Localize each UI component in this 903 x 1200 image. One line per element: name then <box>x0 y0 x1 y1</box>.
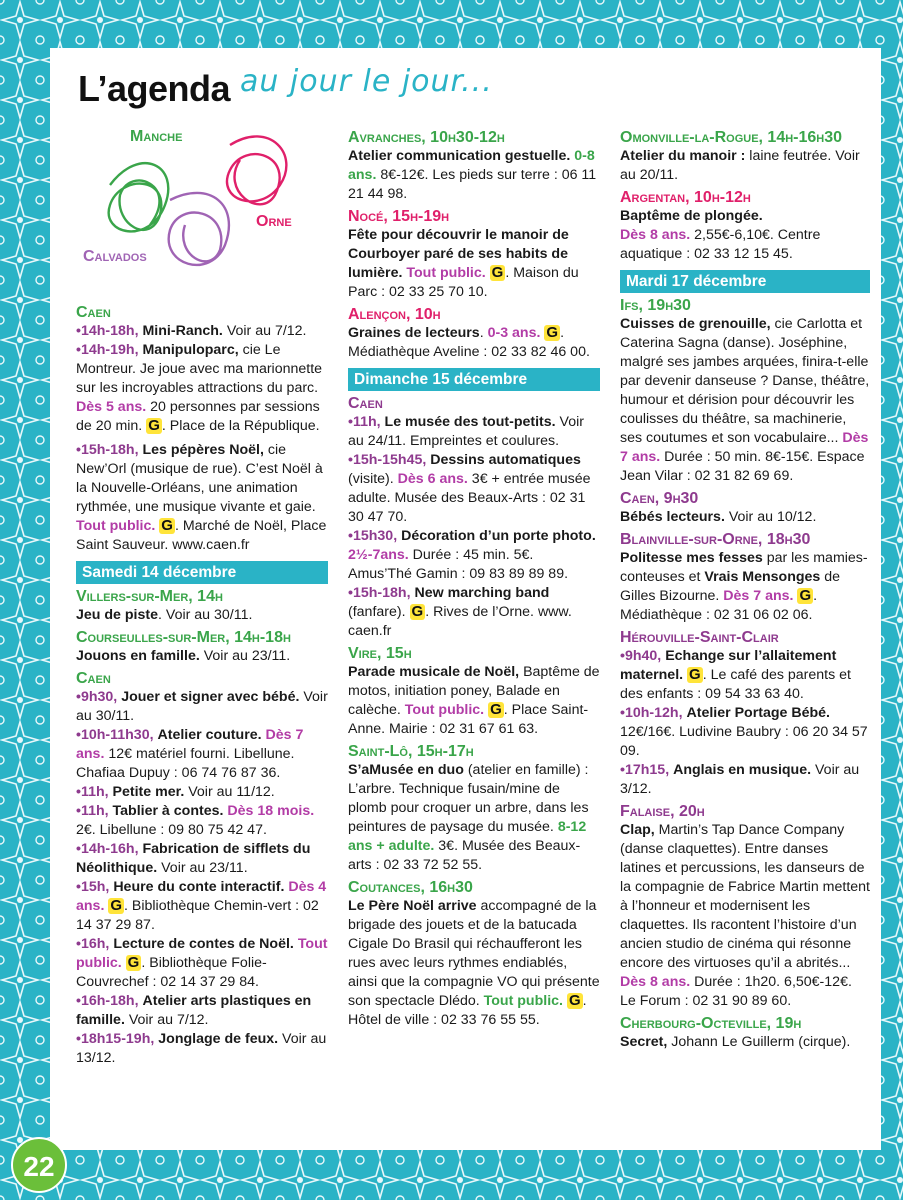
city-heading: Blainville-sur-Orne, 18h30 <box>620 531 811 548</box>
event-entry: •17h15, Anglais en musique. Voir au 3/12. <box>620 762 860 797</box>
event-entry: •16h, Lecture de contes de Noël. Tout public. G . Bibliothèque Folie-Couvrechef : 02 14 37 29 84. <box>76 936 328 990</box>
agenda-column-1 <box>76 300 328 1068</box>
event-entry: •16h-18h, Atelier arts plastiques en famille. Voir au 7/12. <box>76 993 312 1028</box>
city-heading: Alençon, 10h <box>348 306 441 323</box>
event-entry: Atelier communication gestuelle. 0-8 ans. 8€-12€. Les pieds sur terre : 06 11 21 44 98. <box>348 148 597 202</box>
city-heading: Omonville-la-Rogue, 14h-16h30 <box>620 129 843 146</box>
event-entry: •11h, Le musée des tout-petits. Voir au 24/11. Empreintes et coulures. <box>348 414 584 449</box>
free-badge: G <box>110 897 123 914</box>
event-entry: •14h-16h, Fabrication de sifflets du Néolithique. Voir au 23/11. <box>76 841 311 876</box>
free-badge: G <box>491 264 504 281</box>
city-heading: Vire, 15h <box>348 645 412 662</box>
page-number: 22 <box>11 1137 67 1193</box>
city-heading: Nocé, 15h-19h <box>348 208 450 225</box>
event-entry: •18h15-19h, Jonglage de feux. Voir au 13/12. <box>76 1031 327 1066</box>
event-entry: •10h-11h30, Atelier couture. Dès 7 ans. 12€ matériel fourni. Libellune. Chafiaa Dupuy : 06 74 76 87 36. <box>76 727 304 781</box>
event-entry: •15h-15h45, Dessins automatiques (visite). Dès 6 ans. 3€ + entrée musée adulte. Musée des Beaux-Arts : 02 31 30 47 70. <box>348 452 591 525</box>
day-header: Mardi 17 décembre <box>620 270 870 293</box>
city-heading: Caen, 9h30 <box>620 490 699 507</box>
city-heading: Cherbourg-Octeville, 19h <box>620 1015 802 1032</box>
region-label-manche: Manche <box>130 128 183 145</box>
city-heading: Avranches, 10h30-12h <box>348 129 505 146</box>
event-entry: Cuisses de grenouille, cie Carlotta et Caterina Sagna (danse). Joséphine, malgré ses jambes arquées, finira-t-elle par devenir danseuse ? Danse, théâtre, humour et dérision pour découvrir les coulisses du théâtre, sa machinerie, ses coutumes et son vocabulaire... Dès 7 ans. Durée : 50 min. 8€-15€. Espace Jean Vilar : 02 31 82 69 69. <box>620 316 870 484</box>
free-badge: G <box>148 417 160 434</box>
page-title: L’agenda <box>78 68 231 109</box>
city-heading: Saint-Lô, 15h-17h <box>348 743 474 760</box>
event-entry: •14h-19h, Manipuloparc, cie Le Montreur. Je joue avec ma marionnette sur les incroyables attractions du parc. Dès 5 ans. 20 personnes par sessions de 20 min. G . Place de la République. <box>76 342 323 434</box>
event-entry: Fête pour découvrir le manoir de Courboyer paré de ses habits de lumière. Tout public. G . Maison du Parc : 02 33 25 70 10. <box>348 227 579 300</box>
event-entry: Le Père Noël arrive accompagné de la brigade des jouets et de la batucada Cigale Do Brasil qui réchaufferont les rues avec leurs rythmes endiablés, ainsi que la compagnie VO qui présente son spectacle Dlédo. Tout public. G . Hôtel de ville : 02 33 76 55 55. <box>348 898 600 1028</box>
event-entry: Jouons en famille. Voir au 23/11. <box>76 648 291 664</box>
event-entry: •15h, Heure du conte interactif. Dès 4 ans. G . Bibliothèque Chemin-vert : 02 14 37 29 87. <box>76 879 327 933</box>
region-label-calvados: Calvados <box>83 248 147 265</box>
free-badge: G <box>127 954 140 971</box>
event-entry: Graines de lecteurs. 0-3 ans. G . Médiathèque Aveline : 02 33 82 46 00. <box>348 324 590 360</box>
agenda-column-3 <box>620 125 870 1052</box>
city-heading: Villers-sur-Mer, 14h <box>76 588 223 605</box>
city-heading: Argentan, 10h-12h <box>620 189 751 206</box>
event-entry: Secret, Johann Le Guillerm (cirque). <box>620 1034 851 1050</box>
event-entry: Jeu de piste. Voir au 30/11. <box>76 607 253 623</box>
city-heading: Coutances, 16h30 <box>348 879 473 896</box>
free-badge: G <box>546 324 559 341</box>
event-entry: Clap, Martin’s Tap Dance Company (danse claquettes). Entre danses latines et percussions, les danseurs de la compagnie de Fabrice Martin mettent à l’honneur et modernisent les claquettes. Ils racontent l’histoire d’un ancien studio de cinéma qui résonne encore des virtuoses qu’il a abrités... Dès 8 ans. Durée : 1h20. 6,50€-12€. Le Forum : 02 31 90 89 60. <box>620 822 870 1009</box>
region-label-orne: Orne <box>256 213 292 230</box>
city-heading: Caen <box>348 395 383 412</box>
event-entry: •11h, Tablier à contes. Dès 18 mois. 2€. Libellune : 09 80 75 42 47. <box>76 803 315 838</box>
event-entry: •11h, Petite mer. Voir au 11/12. <box>76 784 275 800</box>
free-badge: G <box>411 603 424 620</box>
event-entry: Baptême de plongée. Dès 8 ans. 2,55€-6,10€. Centre aquatique : 02 33 12 15 45. <box>620 208 821 262</box>
event-entry: Atelier du manoir : laine feutrée. Voir au 20/11. <box>620 148 860 183</box>
event-entry: •15h-18h, New marching band (fanfare). G . Rives de l’Orne. www. caen.fr <box>348 585 572 639</box>
event-entry: •15h30, Décoration d’un porte photo. 2½-7ans. Durée : 45 min. 5€. Amus’Thé Gamin : 09 83 89 89 89. <box>348 528 596 582</box>
event-entry: •14h-18h, Mini-Ranch. Voir au 7/12. <box>76 323 307 339</box>
page-subtitle: au jour le jour... <box>240 64 493 99</box>
free-badge: G <box>799 587 812 604</box>
day-header: Dimanche 15 décembre <box>348 368 600 391</box>
event-entry: •9h40, Echange sur l’allaitement maternel. G . Le café des parents et des enfants : 09 54 33 63 40. <box>620 648 851 702</box>
city-heading: Courseulles-sur-Mer, 14h-18h <box>76 629 291 646</box>
agenda-column-2 <box>348 125 600 1030</box>
event-entry: Politesse mes fesses par les mamies-conteuses et Vrais Mensonges de Gilles Bizourne. Dès 7 ans. G . Médiathèque : 02 31 06 02 06. <box>620 550 868 623</box>
free-badge: G <box>689 666 701 683</box>
event-entry: •9h30, Jouer et signer avec bébé. Voir au 30/11. <box>76 689 328 724</box>
city-heading: Hérouville-Saint-Clair <box>620 629 779 646</box>
city-heading: Ifs, 19h30 <box>620 297 691 314</box>
event-entry: Parade musicale de Noël, Baptême de motos, initiation poney, Balade en calèche. Tout public. G . Place Saint-Anne. Mairie : 02 31 67 61 63. <box>348 664 600 737</box>
free-badge: G <box>490 701 502 718</box>
day-header: Samedi 14 décembre <box>76 561 328 584</box>
city-heading: Caen <box>76 304 111 321</box>
city-heading: Falaise, 20h <box>620 803 705 820</box>
event-entry: •15h-18h, Les pépères Noël, cie New’Orl (musique de rue). C’est Noël à la Nouvelle-Orléans, une animation rythmée, une musique vivante et gaie. Tout public. G . Marché de Noël, Place Saint Sauveur. www.caen.fr <box>76 442 327 553</box>
event-entry: Bébés lecteurs. Voir au 10/12. <box>620 509 817 525</box>
city-heading: Caen <box>76 670 111 687</box>
free-badge: G <box>568 992 581 1009</box>
event-entry: S’aMusée en duo (atelier en famille) : L’arbre. Technique fusain/mine de plomb pour croquer un arbre, dans les peintures de paysage du musée. 8-12 ans + adulte. 3€. Musée des Beaux-arts : 02 33 72 52 55. <box>348 762 589 873</box>
event-entry: •10h-12h, Atelier Portage Bébé. 12€/16€. Ludivine Baubry : 06 20 34 57 09. <box>620 705 868 759</box>
free-badge: G <box>161 517 173 534</box>
